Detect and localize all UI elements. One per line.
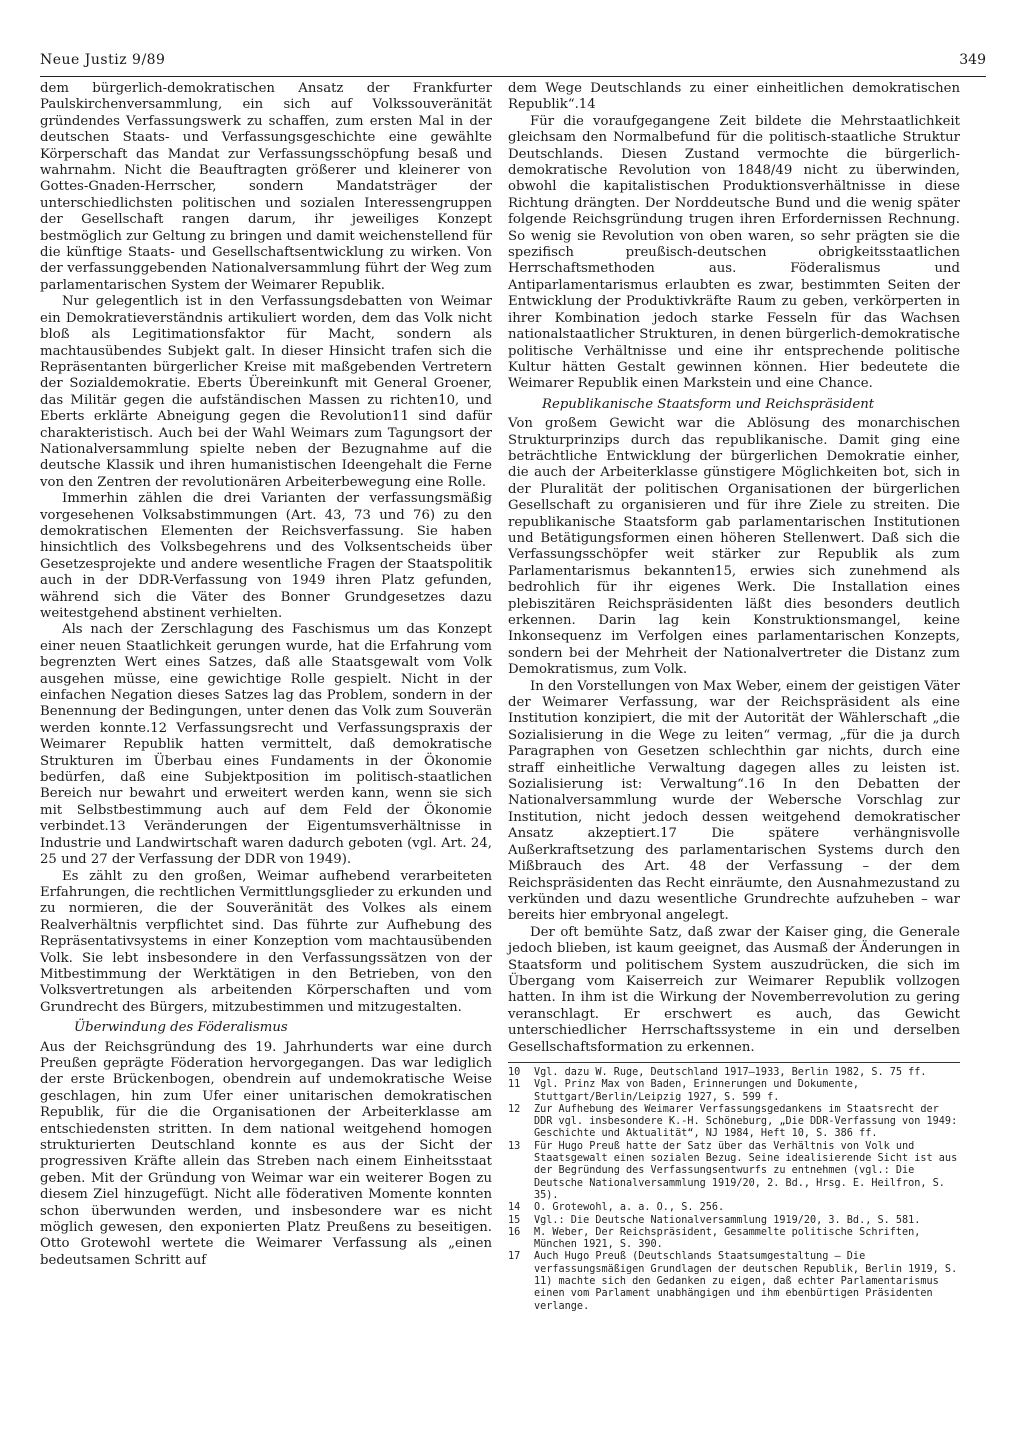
section-heading: Überwindung des Föderalismus [74, 1020, 288, 1036]
journal-issue: Neue Justiz 9/89 [40, 52, 166, 68]
body-paragraph: Für die voraufgegangene Zeit bildete die Mehrstaatlichkeit gleichsam den Normalbefund für die politisch-staatliche Struktur Deutschlands. Diesen Zustand vermochte die bürgerlich-demokratische Revolution von 1848/49 nicht zu überwinden, obwohl die kapitalistischen Produktionsverhältnisse in diese Richtung drängten. Der Norddeutsche Bund und die wenig später folgende Reichsgründung trugen ihren Erfordernissen Rechnung. So wenig sie Revolution von oben waren, so sehr prägten sie die spezifisch preußisch-deutschen obrigkeitsstaatlichen Herrschaftsmethoden aus. Föderalismus und Antiparlamentarismus erlaubten es zwar, bestimmten Seiten der Entwicklung der Produktivkräfte Raum zu geben, verkörperten in ihrer Kombination jedoch starke Fesseln für das Wachsen nationalstaatlicher Strukturen, in denen bürgerlich-demokratische politische Verhältnisse und eine ihr entsprechende politische Kultur hätten Gestalt gewinnen können. Hier bedeutete die Weimarer Republik einen Markstein und eine Chance. [508, 113, 960, 392]
footnote-number: 12 [508, 1103, 521, 1115]
body-paragraph: Immerhin zählen die drei Varianten der verfassungsmäßig vorgesehenen Volksabstimmungen (Art. 43, 73 und 76) zu den demokratischen Elementen der Reichsverfassung. Sie haben hinsichtlich des Volksbegehrens und des Volksentscheids über Gesetzesprojekte und andere wesentliche Fragen der Staatspolitik auch in der DDR-Verfassung von 1949 ihren Platz gefunden, während sich die Väter des Bonner Grundgesetzes dazu weitestgehend abstinent verhielten. [40, 491, 492, 621]
footnote [508, 1067, 960, 1079]
footnote-text: Für Hugo Preuß hatte der Satz über das Verhältnis von Volk und Staatsgewalt einen sozialen Bezug. Seine idealisierende Sicht ist aus der Begründung des Verfassungsentwurfs zu entnehmen (vgl.: Die Deutsche Nationalversammlung 1919/20, 2. Bd., Hrsg. E. Heilfron, S. 35). [534, 1140, 958, 1201]
body-paragraph: Aus der Reichsgründung des 19. Jahrhunderts war eine durch Preußen geprägte Föderation hervorgegangen. Das war lediglich der erste Brückenbogen, obendrein auf undemokratische Weise geschlagen, hin zum Ufer einer unitarischen demokratischen Republik, für die die Organisationen der Arbeiterklasse am entschiedensten stritten. In dem national weitgehend homogen strukturierten Deutschland konnte es aus der Sicht der progressiven Kräfte allein das Streben nach einem Einheitsstaat geben. Mit der Gründung von Weimar war ein weiterer Bogen zu diesem Ziel hinzugefügt. Nicht alle föderativen Momente konnten schon überwunden werden, und insbesondere war es nicht möglich gewesen, den exponierten Platz Preußens zu beseitigen. Otto Grotewohl wertete die Weimarer Verfassung als „einen bedeutsamen Schritt auf [40, 1039, 492, 1268]
footnote-number: 13 [508, 1140, 521, 1152]
footnote-text: Zur Aufhebung des Weimarer Verfassungsgedankens im Staatsrecht der DDR vgl. insbesondere K.-H. Schöneburg, „Die DDR-Verfassung von 1949: Geschichte und Aktualität“, NJ 1984, Heft 10, S. 386 ff. [534, 1103, 958, 1140]
footnote-text: Vgl. dazu W. Ruge, Deutschland 1917–1933, Berlin 1982, S. 75 ff. [534, 1066, 927, 1078]
footnote [508, 1251, 960, 1312]
body-paragraph: Nur gelegentlich ist in den Verfassungsdebatten von Weimar ein Demokratieverständnis artikuliert worden, dem das Volk nicht bloß als Legitimationsfaktor für Macht, sondern als machtausübendes Subjekt galt. In dieser Hinsicht trafen sich die Repräsentanten bürgerlicher Kreise mit maßgebenden Vertretern der Sozialdemokratie. Eberts Übereinkunft mit General Groener, das Militär gegen die aufständischen Massen zu richten10, und Eberts erklärte Abneigung gegen die Revolution11 sind dafür charakteristisch. Auch bei der Wahl Weimars zum Tagungsort der Nationalversammlung spielte neben der Bezugnahme auf die deutsche Klassik und ihren humanistischen Ideengehalt die Ferne von den Zentren der revolutionären Arbeiterbewegung eine Rolle. [40, 294, 492, 490]
footnote [508, 1104, 960, 1141]
footnote-number: 10 [508, 1066, 521, 1078]
footnote-text: Auch Hugo Preuß (Deutschlands Staatsumgestaltung – Die verfassungsmäßigen Grundlagen der deutschen Republik, Berlin 1919, S. 11) machte sich den Gedanken zu eigen, daß echter Parlamentarismus einen vom Parlament unabhängigen und ihm ebenbürtigen Präsidenten verlange. [534, 1251, 958, 1312]
body-paragraph: In den Vorstellungen von Max Weber, einem der geistigen Väter der Weimarer Verfassung, war der Reichspräsident als eine Institution konzipiert, die mit der Autorität der Wählerschaft „die Sozialisierung in die Wege zu leiten“ vermag, „für die ja durch Paragraphen von Gesetzen schlechthin gar nichts, durch eine straff einheitliche Verwaltung dagegen alles zu leisten ist. Sozialisierung ist: Verwaltung“.16 In den Debatten der Nationalversammlung wurde der Webersche Vorschlag zur Institution, nicht jedoch dessen weitgehend demokratischer Ansatz akzeptiert.17 Die spätere verhängnisvolle Außerkraftsetzung des parlamentarischen Systems durch den Mißbrauch des Art. 48 der Verfassung – der dem Reichspräsidenten das Recht einräumte, den Ausnahmezustand zu verkünden und dazu wesentliche Grundrechte aufzuheben – war bereits hier embryonal angelegt. [508, 678, 960, 924]
footnote-separator [508, 1062, 960, 1063]
footnote-text: M. Weber, Der Reichspräsident, Gesammelte politische Schriften, München 1921, S. 390. [534, 1226, 921, 1251]
body-paragraph: Der oft bemühte Satz, daß zwar der Kaiser ging, die Generale jedoch blieben, ist kaum geeignet, das Ausmaß der Änderungen in Staatsform und politischem System auszudrücken, die sich im Übergang vom Kaiserreich zur Weimarer Republik vollzogen hatten. In ihm ist die Wirkung der Novemberrevolution zu gering veranschlagt. Er erschwert es auch, das Gewicht unterschiedlicher Herrschaftssysteme in ein und derselben Gesellschaftsformation zu erkennen. [508, 924, 960, 1055]
footnote-text: Vgl. Prinz Max von Baden, Erinnerungen und Dokumente, Stuttgart/Berlin/Leipzig 1927, S. 599 f. [534, 1079, 860, 1103]
footnote-number: 17 [508, 1251, 521, 1263]
footnote [508, 1079, 960, 1104]
footnote [508, 1215, 960, 1227]
body-paragraph: Von großem Gewicht war die Ablösung des monarchischen Strukturprinzips durch das republikanische. Damit ging eine beträchtliche Entwicklung der bürgerlichen Demokratie einher, die auch der Arbeiterklasse günstigere Möglichkeiten bot, sich in der Pluralität der politischen Organisationen der bürgerlichen Gesellschaft zu organisieren und für ihre Ziele zu streiten. Die republikanische Staatsform gab parlamentarischen Institutionen und Betätigungsformen einen höheren Stellenwert. Daß sich die Verfassungsschöpfer weit stärker zur Republik als zum Parlamentarismus bekannten15, erwies sich zunehmend als bedrohlich für ihr eigenes Werk. Die Installation eines plebiszitären Reichspräsidenten läßt dies besonders deutlich erkennen. Darin lag kein Konstruktionsmangel, keine Inkonsequenz im Verfolgen eines parlamentarischen Konzepts, sondern bei der Mehrheit der Nationalvertreter die Distanz zum Demokratismus, zum Volk. [508, 416, 960, 678]
body-paragraph: dem bürgerlich-demokratischen Ansatz der Frankfurter Paulskirchenversammlung, ein sich auf Volkssouveränität gründendes Verfassungswerk zu schaffen, zum ersten Mal in der deutschen Staats- und Verfassungsgeschichte eine gewählte Körperschaft das Mandat zur Verfassungsschöpfung besaß und wahrnahm. Nicht die Beauftragten größerer und kleinerer von Gottes-Gnaden-Herrscher, sondern Mandatsträger der unterschiedlichsten politischen und sozialen Interessengruppen der Gesellschaft rangen darum, ihr jeweiliges Konzept bestmöglich zur Geltung zu bringen und damit weichenstellend für die künftige Staats- und Gesellschaftsentwicklung zu wirken. Von der verfassunggebenden Nationalversammlung führt der Weg zum parlamentarischen System der Weimarer Republik. [40, 81, 492, 293]
page-number: 349 [959, 52, 986, 68]
footnotes [508, 1067, 960, 1313]
body-paragraph: Es zählt zu den großen, Weimar aufhebend verarbeiteten Erfahrungen, die rechtlichen Vermittlungsglieder zu erkunden und zu normieren, die der Souveränität des Volkes als einem Realverhältnis verpflichtet sind. Das führte zur Aufhebung des Repräsentativsystems in einer Konzeption vom machtausübenden Volk. Sie lebt insbesondere in den Verfassungssätzen von der Mitbestimmung der Werktätigen in den Betrieben, von den Volksvertretungen als arbeitenden Körperschaften und vom Grundrecht des Bürgers, mitzubestimmen und mitzugestalten. [40, 868, 492, 1015]
right-column [508, 81, 960, 1313]
left-column [40, 81, 492, 1269]
page-header [40, 52, 986, 77]
footnote-number: 14 [508, 1202, 521, 1214]
footnote [508, 1141, 960, 1202]
footnote [508, 1227, 960, 1252]
footnote-text: O. Grotewohl, a. a. O., S. 256. [534, 1202, 725, 1214]
body-paragraph: dem Wege Deutschlands zu einer einheitlichen demokratischen Republik“.14 [508, 81, 960, 113]
section-heading: Republikanische Staatsform und Reichspräsident [542, 396, 875, 412]
footnote-text: Vgl.: Die Deutsche Nationalversammlung 1919/20, 3. Bd., S. 581. [534, 1214, 921, 1226]
footnote-number: 16 [508, 1226, 521, 1238]
body-paragraph: Als nach der Zerschlagung des Faschismus um das Konzept einer neuen Staatlichkeit gerungen wurde, hat die Erfahrung vom begrenzten Wert eines Satzes, daß alle Staatsgewalt vom Volk ausgehen müsse, eine gewichtige Rolle gespielt. Nicht in der einfachen Negation dieses Satzes lag das Problem, sondern in der Benennung der Bedingungen, unter denen das Volk zum Souverän werden konnte.12 Verfassungsrecht und Verfassungspraxis der Weimarer Republik hatten vermittelt, daß demokratische Strukturen im Überbau eines Fundaments in der Ökonomie bedürfen, daß eine Subjektposition im politisch-staatlichen Bereich nur bewahrt und erweitert werden kann, wenn sie sich mit Selbstbestimmung auch auf dem Feld der Ökonomie verbindet.13 Veränderungen der Eigentumsverhältnisse in Industrie und Landwirtschaft waren dadurch geboten (vgl. Art. 24, 25 und 27 der Verfassung der DDR von 1949). [40, 622, 492, 868]
footnote [508, 1202, 960, 1214]
footnote-number: 11 [508, 1079, 521, 1091]
footnote-number: 15 [508, 1214, 521, 1226]
